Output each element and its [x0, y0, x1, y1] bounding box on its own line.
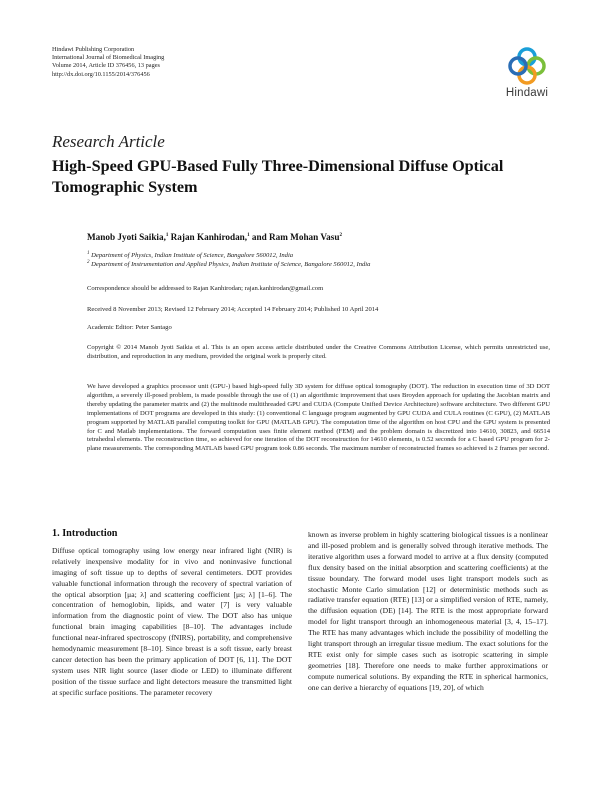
doi-link[interactable]: http://dx.doi.org/10.1155/2014/376456 [52, 70, 150, 78]
affiliation-mark: 2 [87, 259, 90, 265]
abstract: We have developed a graphics processor unit (GPU-) based high-speed fully 3D system for diffuse optical tomography (DOT). The reduction in execution time of 3D DOT algorithm, a severely ill-posed problem, is made possible through the use of (1) an algorithmic improvement that uses Broyden approach for updating the Jacobian matrix and thereby updating the parameter matrix and (2) the multinode multithreaded GPU and CUDA (Compute Unified Device Architecture) software architecture. Two different GPU implementations of DOT programs are developed in this study: (1) conventional C language program augmented by GPU CUDA and CULA routines (C GPU), (2) MATLAB program supported by MATLAB parallel computing toolkit for GPU (MATLAB GPU). The computation time of the algorithm on host CPU and the GPU system is presented for C and Matlab implementations. The forward computation uses finite element method (FEM) and the problem domain is discretized into 14610, 30823, and 66514 tetrahedral elements. The reconstruction time, so achieved for one iteration of the DOT reconstruction for 14610 elements, is 0.52 seconds for a C based GPU program for 2-plane measurements. The corresponding MATLAB based GPU program took 0.86 seconds. The maximum number of reconstructed frames so achieved is 2 frames per second. [87, 383, 550, 453]
article-type: Research Article [52, 132, 165, 151]
affiliation-item [87, 261, 550, 270]
body-paragraph: known as inverse problem in highly scattering biological tissues is a nonlinear and ill-posed problem and is generally solved through iterative methods. The iterative algorithm uses a forward model to arrive at a flux density (computed flux density based on the initial absorption and scattering coefficients) at the tissue boundary. The forward model uses light transport models such as stochastic Monte Carlo simulation [12] or deterministic methods such as radiative transfer equation (RTE) [13] or a simplified version of RTE, namely, the diffusion equation (DE) [14]. The RTE is the most appropriate forward model for light transport through an inhomogeneous material [3, 4, 15–17]. The RTE has many advantages which include the possibility of modelling the light transport through an irregular tissue medium. The exact solutions for the RTE exist only for simple cases such as isotropic scattering in simple geometries [18]. Therefore one needs to make further approximations or compute numerical solutions. By expanding the RTE in spherical harmonics, one can derive a hierarchy of equations [19, 20], of which [308, 530, 548, 692]
correspondence: Correspondence should be addressed to Rajan Kanhirodan; rajan.kanhirodan@gmail.com [87, 285, 324, 292]
author-list [87, 232, 342, 242]
logo-text: Hindawi [505, 87, 549, 99]
copyright-notice: Copyright © 2014 Manob Jyoti Saikia et al. This is an open access article distributed under the Creative Commons Attribution License, which permits unrestricted use, distribution, and reproduction in any medium, provided the original work is properly cited. [87, 344, 550, 360]
paper-title: High-Speed GPU-Based Fully Three-Dimensional Diffuse Optical Tomographic System [52, 157, 504, 196]
author-affiliation-mark: 1 [247, 232, 250, 238]
publication-dates: Received 8 November 2013; Revised 12 February 2014; Accepted 14 February 2014; Published 10 April 2014 [87, 306, 379, 313]
academic-editor: Academic Editor: Peter Santago [87, 324, 172, 331]
hindawi-logo[interactable] [497, 46, 557, 108]
journal-header [52, 46, 164, 79]
affiliation-item [87, 252, 550, 261]
hindawi-logo-icon [507, 46, 547, 86]
author-name: and Ram Mohan Vasu [249, 232, 340, 242]
body-column-right [308, 530, 548, 694]
affiliations [87, 252, 550, 270]
affiliation-text: Department of Physics, Indian Institute of Science, Bangalore 560012, India [89, 252, 294, 259]
affiliation-text: Department of Instrumentation and Applied Physics, Indian Institute of Science, Bangalore 560012, India [89, 260, 371, 268]
volume-line: Volume 2014, Article ID 376456, 13 pages [52, 62, 160, 70]
publisher-line: Hindawi Publishing Corporation [52, 46, 135, 53]
body-paragraph: Diffuse optical tomography using low energy near infrared light (NIR) is relatively inexpensive modality for in vivo and noninvasive functional imaging of soft tissue up to depths of several centimeters. DOT provides valuable functional information through the recovery of spectral variation of the optical absorption [μa; λ] and scattering coefficient [μs; λ] [1–6]. The concentration of hemoglobin, lipids, and water [7] is very valuable information from the diagnostic point of view. The DOT also has unique functional brain imaging capabilities [8–10]. The advantages include functional near-infrared spectroscopy (fNIRS), portability, and comprehensive hemodynamic measurement [8–10]. Since breast is a soft tissue, early breast cancer detection has been the primary application of DOT [6, 11]. The DOT system uses NIR light source (laser diode or LED) to illuminate different position of the tissue surface and light detectors measure the transmitted light at specific surface positions. The parameter recovery [52, 545, 292, 697]
author-affiliation-mark: 1 [165, 232, 169, 238]
author-name: Manob Jyoti Saikia, [87, 232, 166, 242]
author-affiliation-mark: 2 [339, 232, 342, 238]
section-heading: 1. Introduction [52, 528, 118, 539]
journal-line: International Journal of Biomedical Imaging [52, 54, 165, 62]
author-name: Rajan Kanhirodan, [168, 232, 248, 242]
affiliation-mark: 1 [87, 250, 90, 256]
body-column-left [52, 529, 292, 699]
